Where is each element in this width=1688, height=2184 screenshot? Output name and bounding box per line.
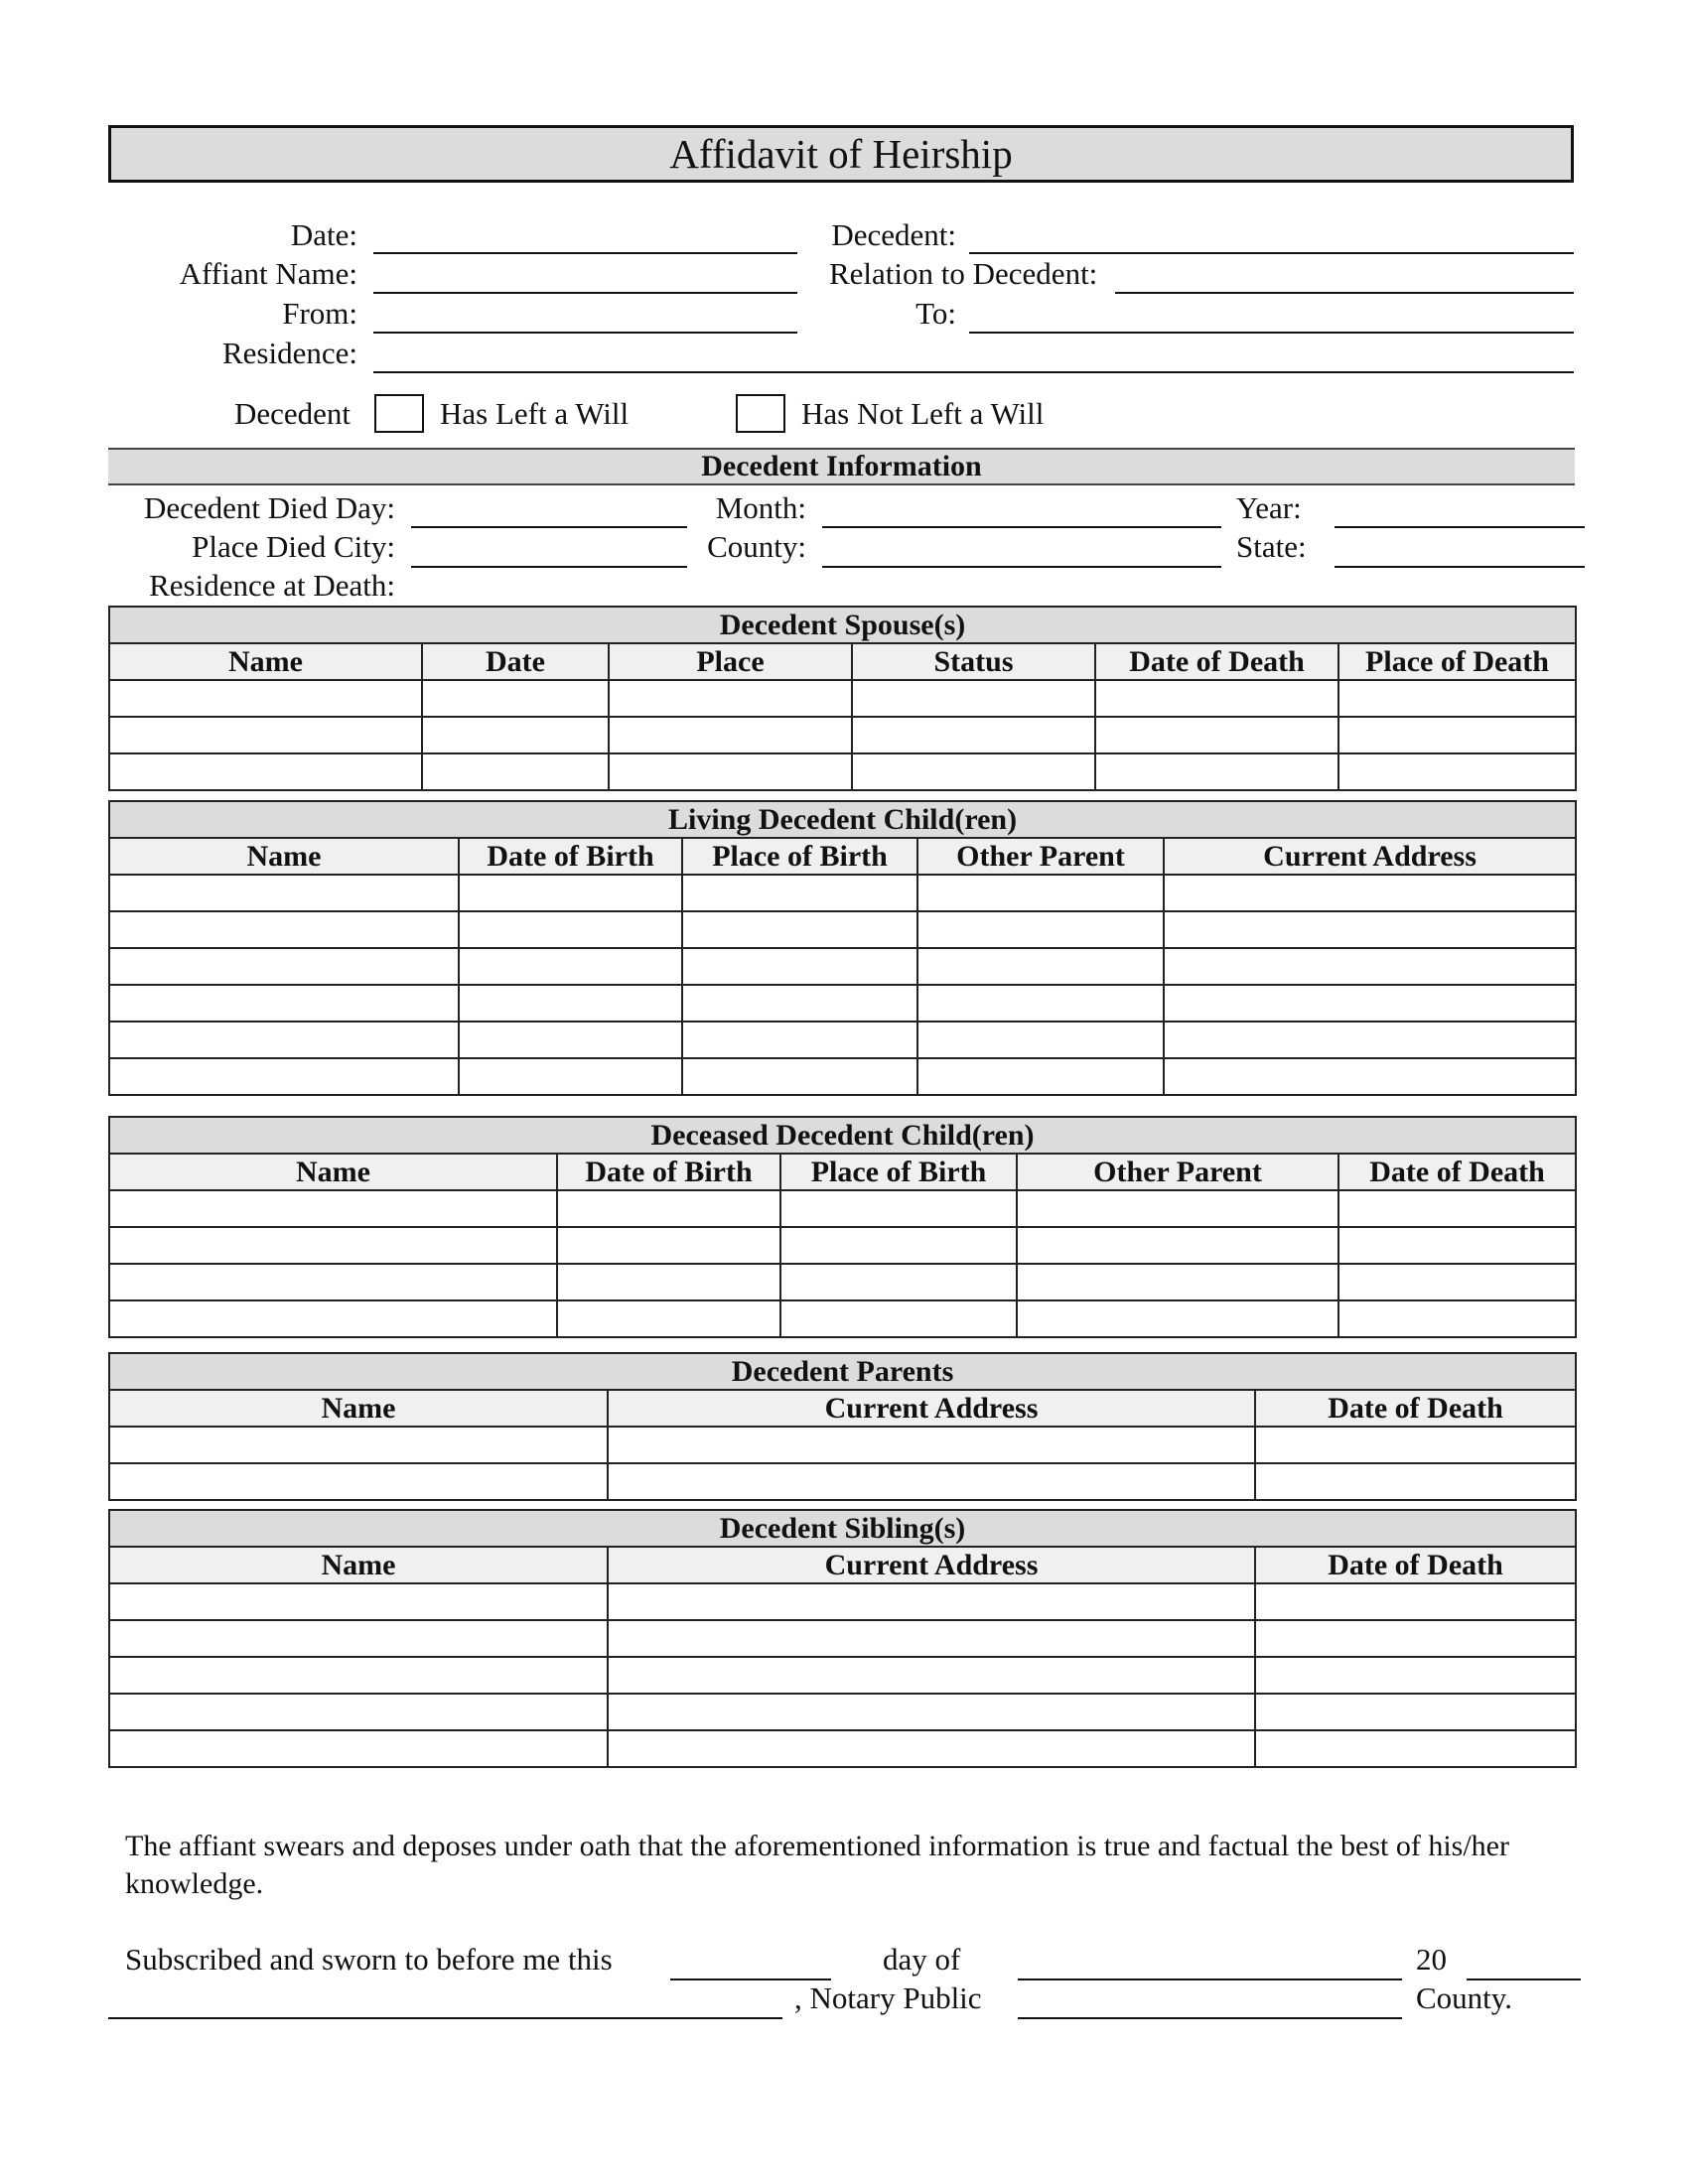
- table-cell[interactable]: [609, 680, 852, 717]
- table-cell[interactable]: [1164, 1022, 1576, 1058]
- table-cell[interactable]: [780, 1190, 1017, 1227]
- from-field[interactable]: [373, 332, 797, 334]
- table-cell[interactable]: [1017, 1227, 1338, 1264]
- table-cell[interactable]: [1338, 1300, 1576, 1337]
- column-header: Name: [109, 1547, 608, 1583]
- table-cell[interactable]: [917, 1058, 1164, 1095]
- table-cell[interactable]: [557, 1227, 780, 1264]
- table-cell[interactable]: [109, 1583, 608, 1620]
- decedent-label: Decedent:: [831, 217, 956, 252]
- year-label: Year:: [1236, 490, 1302, 525]
- table-cell[interactable]: [852, 753, 1095, 790]
- column-header: Date of Death: [1255, 1547, 1576, 1583]
- column-header: Name: [109, 643, 422, 680]
- column-header: Other Parent: [1017, 1154, 1338, 1190]
- table-cell[interactable]: [682, 1022, 917, 1058]
- county-label: County:: [707, 529, 806, 564]
- table-cell[interactable]: [682, 985, 917, 1022]
- table-row: [109, 1427, 1576, 1463]
- table-cell[interactable]: [109, 948, 459, 985]
- month-label: Month:: [715, 490, 806, 525]
- parents-table: [108, 1352, 1577, 1501]
- table-cell[interactable]: [1255, 1583, 1576, 1620]
- table-cell[interactable]: [1255, 1427, 1576, 1463]
- parents-heading: Decedent Parents: [109, 1353, 1576, 1390]
- siblings-table: [108, 1509, 1577, 1768]
- table-cell[interactable]: [852, 680, 1095, 717]
- table-cell[interactable]: [109, 753, 422, 790]
- table-cell[interactable]: [608, 1463, 1255, 1500]
- table-row: [109, 985, 1576, 1022]
- table-row: [109, 753, 1576, 790]
- table-cell[interactable]: [459, 985, 682, 1022]
- table-row: [109, 1583, 1576, 1620]
- county-field[interactable]: [822, 566, 1221, 568]
- column-header: Date of Death: [1338, 1154, 1576, 1190]
- column-header: Status: [852, 643, 1095, 680]
- table-cell[interactable]: [1338, 717, 1576, 753]
- table-cell[interactable]: [1095, 753, 1338, 790]
- table-cell[interactable]: [1164, 1058, 1576, 1095]
- table-cell[interactable]: [780, 1264, 1017, 1300]
- table-cell[interactable]: [557, 1264, 780, 1300]
- decedent-field[interactable]: [969, 252, 1574, 254]
- table-cell[interactable]: [459, 875, 682, 911]
- table-cell[interactable]: [917, 1022, 1164, 1058]
- table-cell[interactable]: [682, 948, 917, 985]
- table-cell[interactable]: [1255, 1657, 1576, 1694]
- spouses-table: [108, 606, 1577, 791]
- residence-at-death-label: Residence at Death:: [149, 568, 395, 603]
- table-cell[interactable]: [459, 911, 682, 948]
- table-cell[interactable]: [917, 985, 1164, 1022]
- table-row: [109, 1227, 1576, 1264]
- table-cell[interactable]: [917, 948, 1164, 985]
- table-row: [109, 1463, 1576, 1500]
- table-cell[interactable]: [1338, 1190, 1576, 1227]
- table-cell[interactable]: [1255, 1730, 1576, 1767]
- table-cell[interactable]: [422, 717, 609, 753]
- table-row: [109, 680, 1576, 717]
- table-cell[interactable]: [109, 1190, 557, 1227]
- table-cell[interactable]: [1338, 1264, 1576, 1300]
- table-row: [109, 1264, 1576, 1300]
- affiant-name-label: Affiant Name:: [179, 256, 357, 291]
- table-cell[interactable]: [109, 911, 459, 948]
- table-cell[interactable]: [557, 1190, 780, 1227]
- table-cell[interactable]: [109, 1694, 608, 1730]
- living-children-heading: Living Decedent Child(ren): [109, 801, 1576, 838]
- table-cell[interactable]: [1164, 948, 1576, 985]
- table-row: [109, 875, 1576, 911]
- table-cell[interactable]: [682, 875, 917, 911]
- table-cell[interactable]: [422, 680, 609, 717]
- table-cell[interactable]: [422, 753, 609, 790]
- table-row: [109, 1730, 1576, 1767]
- table-cell[interactable]: [1095, 717, 1338, 753]
- column-header: Current Address: [1164, 838, 1576, 875]
- residence-field[interactable]: [373, 371, 1574, 373]
- spouses-heading: Decedent Spouse(s): [109, 607, 1576, 643]
- table-cell[interactable]: [109, 1227, 557, 1264]
- table-cell[interactable]: [1017, 1300, 1338, 1337]
- table-cell[interactable]: [1095, 680, 1338, 717]
- deceased-children-table: [108, 1116, 1577, 1338]
- notary-name-field[interactable]: [108, 2017, 782, 2019]
- table-cell[interactable]: [682, 911, 917, 948]
- table-cell[interactable]: [1338, 753, 1576, 790]
- table-cell[interactable]: [1164, 875, 1576, 911]
- died-day-field[interactable]: [411, 526, 687, 528]
- table-cell[interactable]: [1338, 1227, 1576, 1264]
- table-row: [109, 1022, 1576, 1058]
- relation-field[interactable]: [1115, 292, 1574, 294]
- table-cell[interactable]: [109, 1264, 557, 1300]
- column-header: Name: [109, 1390, 608, 1427]
- table-cell[interactable]: [780, 1300, 1017, 1337]
- table-cell[interactable]: [109, 1657, 608, 1694]
- form-title: Affidavit of Heirship: [108, 125, 1574, 183]
- state-label: State:: [1236, 529, 1307, 564]
- table-cell[interactable]: [608, 1657, 1255, 1694]
- place-city-field[interactable]: [411, 566, 687, 568]
- column-header: Current Address: [608, 1547, 1255, 1583]
- state-field[interactable]: [1335, 566, 1585, 568]
- column-header: Place of Birth: [682, 838, 917, 875]
- day-of-label: day of: [883, 1942, 961, 1977]
- table-cell[interactable]: [1164, 911, 1576, 948]
- has-not-left-will-label: Has Not Left a Will: [801, 396, 1045, 431]
- table-row: [109, 911, 1576, 948]
- table-cell[interactable]: [609, 753, 852, 790]
- table-row: [109, 1620, 1576, 1657]
- table-cell[interactable]: [109, 875, 459, 911]
- sworn-prefix: Subscribed and sworn to before me this: [125, 1942, 613, 1977]
- column-header: Name: [109, 838, 459, 875]
- has-left-will-label: Has Left a Will: [440, 396, 630, 431]
- table-cell[interactable]: [608, 1730, 1255, 1767]
- table-cell[interactable]: [917, 875, 1164, 911]
- table-cell[interactable]: [459, 1058, 682, 1095]
- column-header: Date of Birth: [557, 1154, 780, 1190]
- table-cell[interactable]: [682, 1058, 917, 1095]
- column-header: Other Parent: [917, 838, 1164, 875]
- table-cell[interactable]: [109, 1730, 608, 1767]
- table-cell[interactable]: [109, 1022, 459, 1058]
- column-header: Date of Death: [1255, 1390, 1576, 1427]
- month-field[interactable]: [822, 526, 1221, 528]
- table-cell[interactable]: [459, 948, 682, 985]
- from-label: From:: [282, 296, 357, 331]
- table-cell[interactable]: [608, 1694, 1255, 1730]
- has-not-left-will-checkbox[interactable]: [736, 394, 785, 433]
- table-row: [109, 1190, 1576, 1227]
- table-row: [109, 1694, 1576, 1730]
- relation-label: Relation to Decedent:: [829, 256, 1098, 291]
- table-cell[interactable]: [109, 1463, 608, 1500]
- column-header: Date: [422, 643, 609, 680]
- column-header: Date of Death: [1095, 643, 1338, 680]
- table-cell[interactable]: [109, 985, 459, 1022]
- table-row: [109, 1300, 1576, 1337]
- column-header: Place of Death: [1338, 643, 1576, 680]
- year-prefix-label: 20: [1416, 1942, 1447, 1977]
- table-cell[interactable]: [557, 1300, 780, 1337]
- table-cell[interactable]: [109, 1427, 608, 1463]
- table-cell[interactable]: [608, 1620, 1255, 1657]
- table-cell[interactable]: [1255, 1620, 1576, 1657]
- decedent-information-heading: Decedent Information: [108, 448, 1575, 485]
- county-suffix-label: County.: [1416, 1980, 1513, 2015]
- column-header: Place: [609, 643, 852, 680]
- notary-county-field[interactable]: [1018, 2017, 1402, 2019]
- table-cell[interactable]: [608, 1427, 1255, 1463]
- date-label: Date:: [290, 217, 357, 252]
- to-field[interactable]: [969, 332, 1574, 334]
- table-cell[interactable]: [1338, 680, 1576, 717]
- column-header: Current Address: [608, 1390, 1255, 1427]
- died-day-label: Decedent Died Day:: [143, 490, 395, 525]
- table-cell[interactable]: [608, 1583, 1255, 1620]
- affiant-name-field[interactable]: [373, 292, 797, 294]
- living-children-table: [108, 800, 1577, 1096]
- residence-label: Residence:: [221, 336, 357, 370]
- will-decedent-label: Decedent: [234, 396, 352, 431]
- year-field[interactable]: [1335, 526, 1585, 528]
- siblings-heading: Decedent Sibling(s): [109, 1510, 1576, 1547]
- table-cell[interactable]: [609, 717, 852, 753]
- table-cell[interactable]: [1255, 1694, 1576, 1730]
- column-header: Date of Birth: [459, 838, 682, 875]
- table-cell[interactable]: [109, 717, 422, 753]
- sworn-month-field[interactable]: [1018, 1979, 1402, 1980]
- date-field[interactable]: [373, 252, 797, 254]
- table-cell[interactable]: [852, 717, 1095, 753]
- table-cell[interactable]: [459, 1022, 682, 1058]
- table-cell[interactable]: [1017, 1190, 1338, 1227]
- column-header: Name: [109, 1154, 557, 1190]
- table-cell[interactable]: [917, 911, 1164, 948]
- table-cell[interactable]: [1017, 1264, 1338, 1300]
- table-cell[interactable]: [109, 1058, 459, 1095]
- table-row: [109, 1657, 1576, 1694]
- notary-public-label: , Notary Public: [794, 1980, 982, 2015]
- table-cell[interactable]: [109, 1300, 557, 1337]
- table-cell[interactable]: [109, 680, 422, 717]
- to-label: To:: [915, 296, 956, 331]
- table-cell[interactable]: [109, 1620, 608, 1657]
- table-row: [109, 717, 1576, 753]
- deceased-children-heading: Deceased Decedent Child(ren): [109, 1117, 1576, 1154]
- table-row: [109, 1058, 1576, 1095]
- has-left-will-checkbox[interactable]: [374, 394, 424, 433]
- table-row: [109, 948, 1576, 985]
- table-cell[interactable]: [780, 1227, 1017, 1264]
- oath-statement: The affiant swears and deposes under oath that the aforementioned information is true and factual the best of his/her knowledge.: [125, 1830, 1509, 1900]
- column-header: Place of Birth: [780, 1154, 1017, 1190]
- table-cell[interactable]: [1164, 985, 1576, 1022]
- place-city-label: Place Died City:: [192, 529, 395, 564]
- table-cell[interactable]: [1255, 1463, 1576, 1500]
